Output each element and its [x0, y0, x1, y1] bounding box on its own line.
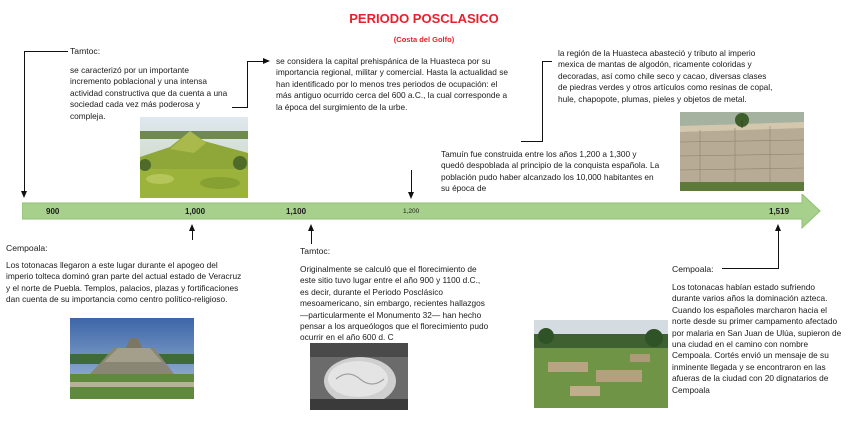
cempoala-1519-text: Los totonacas habían estado sufriendo durante varios años la dominación azteca. Cuando los españoles marcharon hacia el norte desde su primer campamento afectado por malaria en San Juan de Ulúa, supieron de una ciudad en el camino con nombre Cempoala. Cortés envió un mensaje de su inminente llegada y se encontraron en las afueras de la ciudad con 20 dignatarios de Cempoala — [672, 282, 842, 395]
connector-cempoala-1519-v — [778, 228, 779, 269]
tamuin-wall-photo — [680, 112, 804, 191]
connector-huasteca-h1 — [521, 141, 543, 142]
arrow-tamuin — [408, 192, 414, 199]
cempoala-1519-heading: Cempoala: — [672, 264, 714, 274]
tick-1519: 1,519 — [769, 207, 790, 216]
connector-huasteca-v — [542, 61, 543, 142]
cempoala-1000-heading: Cempoala: — [6, 243, 48, 253]
tick-1000: 1,000 — [185, 207, 206, 216]
page-title: PERIODO POSCLASICO — [349, 11, 499, 26]
cempoala-1000-text: Los totonacas llegaron a este lugar durante el apogeo del imperio tolteca dominó gran parte del actual estado de Veracruz y el norte de Puebla. Templos, palacios, plazas y fortificaciones dan cuenta de su importancia como centro político-religioso. — [6, 260, 242, 305]
tamtoc-900-text: se caracterizó por un importante incremento poblacional y una intensa actividad constructiva que da cuenta a una sociedad cada vez más poderosa y compleja. — [70, 65, 228, 121]
monument-32-photo — [310, 343, 408, 410]
tamuin-text: Tamuín fue construida entre los años 1,200 a 1,300 y quedó despoblada al principio de la conquista española. La población pudo haber alcanzado los 10,000 habitantes en su época de — [441, 149, 660, 194]
tick-900: 900 — [46, 207, 60, 216]
connector-huasteca-h2 — [542, 61, 552, 62]
tick-1200: 1,200 — [403, 208, 420, 215]
page-subtitle: (Costa del Golfo) — [393, 35, 455, 44]
connector-tamuin — [411, 170, 412, 194]
connector-capital-v — [247, 61, 248, 108]
connector-cempoala-1519-h — [722, 268, 779, 269]
cempoala-site-photo — [534, 320, 668, 408]
tamtoc-900-heading: Tamtoc: — [70, 46, 101, 56]
tick-1100: 1,100 — [286, 207, 307, 216]
arrow-tamtoc-1100 — [308, 224, 314, 231]
tamtoc-mound-photo — [140, 117, 248, 198]
tamtoc-capital-text: se considera la capital prehispánica de la Huasteca por su importancia regional, militar y comercial. Hasta la actualidad se han identificado por lo menos tres periodos de ocupación: el más antiguo ocurrido cerca del 600 a.C., la cual corresponde a la época del surgimiento de la urbe. — [276, 56, 508, 112]
arrow-cempoala-1519 — [775, 224, 781, 231]
connector-tamtoc-900-v — [24, 51, 25, 193]
arrow-cempoala-1000 — [189, 224, 195, 231]
cempoala-pyramid-photo — [70, 318, 194, 399]
tamtoc-1100-text: Originalmente se calculó que el florecimiento de este sitio tuvo lugar entre el año 900 y 1100 d.C., es decir, durante el Periodo Posclásico mesoamericano, sin embargo, recientes hallazgos —particularmente el Monumento 32— han hecho pensar a los arqueólogos que el florecimiento pudo ocurrir en el año 600 d. C — [300, 264, 489, 343]
arrow-capital — [263, 58, 270, 64]
connector-tamtoc-900-h — [24, 51, 68, 52]
timeline-arrow — [22, 194, 822, 230]
arrow-tamtoc-900 — [21, 191, 27, 198]
huasteca-text: la región de la Huasteca abasteció y tributo al imperio mexica de mantas de algodón, ricamente coloridas y decoradas, así como chile seco y cacao, diversas clases de piedras verdes y otros artículos como resinas de copal, hule, chapopote, plumas, pieles y objetos de metal. — [558, 48, 773, 104]
tamtoc-1100-heading: Tamtoc: — [300, 246, 331, 256]
connector-capital-h1 — [232, 107, 248, 108]
